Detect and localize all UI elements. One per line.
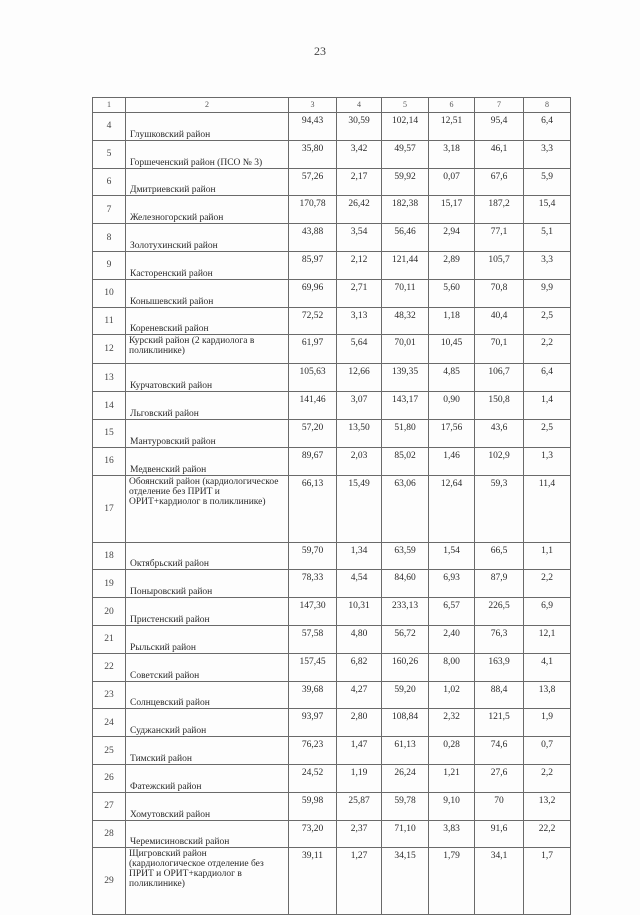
value-cell: 17,56 bbox=[429, 419, 475, 447]
value-cell: 2,5 bbox=[524, 307, 571, 335]
value-cell: 4,85 bbox=[429, 364, 475, 392]
value-cell: 34,15 bbox=[382, 848, 429, 915]
table-row bbox=[93, 307, 571, 335]
district-name: Суджанский район bbox=[130, 726, 207, 737]
value-cell: 102,9 bbox=[475, 447, 524, 475]
value-cell: 2,12 bbox=[337, 251, 382, 279]
table-row bbox=[93, 570, 571, 598]
value-cell: 1,27 bbox=[337, 848, 382, 915]
value-cell: 40,4 bbox=[475, 307, 524, 335]
district-name-cell bbox=[126, 364, 289, 392]
value-cell: 85,02 bbox=[382, 447, 429, 475]
row-number: 19 bbox=[93, 570, 126, 598]
value-cell: 121,5 bbox=[475, 709, 524, 737]
value-cell: 12,51 bbox=[429, 113, 475, 141]
district-name: Медвенский район bbox=[130, 464, 207, 475]
value-cell: 95,4 bbox=[475, 113, 524, 141]
value-cell: 70 bbox=[475, 792, 524, 820]
district-name: Обоянский район (кардиологическое отделение без ПРИТ и ОРИТ+кардиолог в поликлинике) bbox=[129, 476, 279, 507]
table-row bbox=[93, 364, 571, 392]
value-cell: 26,24 bbox=[382, 764, 429, 792]
value-cell: 1,7 bbox=[524, 848, 571, 915]
value-cell: 48,32 bbox=[382, 307, 429, 335]
district-name: Тимский район bbox=[130, 753, 192, 764]
district-name-cell bbox=[126, 392, 289, 420]
value-cell: 39,11 bbox=[289, 848, 337, 915]
value-cell: 6,4 bbox=[524, 113, 571, 141]
district-name: Мантуровский район bbox=[130, 436, 216, 447]
value-cell: 15,17 bbox=[429, 196, 475, 224]
table-row bbox=[93, 820, 571, 848]
district-name-cell bbox=[126, 168, 289, 196]
value-cell: 2,03 bbox=[337, 447, 382, 475]
district-name: Курский район (2 кардиолога в поликлинике) bbox=[129, 336, 255, 357]
value-cell: 108,84 bbox=[382, 709, 429, 737]
value-cell: 87,9 bbox=[475, 570, 524, 598]
value-cell: 57,58 bbox=[289, 625, 337, 653]
value-cell: 1,19 bbox=[337, 764, 382, 792]
value-cell: 51,80 bbox=[382, 419, 429, 447]
value-cell: 105,63 bbox=[289, 364, 337, 392]
value-cell: 187,2 bbox=[475, 196, 524, 224]
value-cell: 2,94 bbox=[429, 224, 475, 252]
page-number: 23 bbox=[314, 44, 326, 58]
district-name: Пристенский район bbox=[130, 614, 210, 625]
district-name-cell bbox=[126, 820, 289, 848]
column-number: 7 bbox=[475, 98, 524, 113]
row-number: 20 bbox=[93, 598, 126, 626]
value-cell: 1,18 bbox=[429, 307, 475, 335]
column-number-row bbox=[93, 98, 571, 113]
district-name: Фатежский район bbox=[130, 781, 202, 792]
value-cell: 2,37 bbox=[337, 820, 382, 848]
table-row bbox=[93, 542, 571, 570]
value-cell: 0,28 bbox=[429, 737, 475, 765]
table-row bbox=[93, 392, 571, 420]
row-number: 7 bbox=[93, 196, 126, 224]
value-cell: 2,71 bbox=[337, 279, 382, 307]
value-cell: 5,1 bbox=[524, 224, 571, 252]
row-number: 9 bbox=[93, 251, 126, 279]
district-name: Горшеченский район (ПСО № 3) bbox=[130, 157, 263, 168]
value-cell: 102,14 bbox=[382, 113, 429, 141]
value-cell: 70,01 bbox=[382, 335, 429, 364]
row-number: 28 bbox=[93, 820, 126, 848]
value-cell: 43,6 bbox=[475, 419, 524, 447]
value-cell: 9,9 bbox=[524, 279, 571, 307]
table-row bbox=[93, 792, 571, 820]
value-cell: 4,80 bbox=[337, 625, 382, 653]
district-name: Касторенский район bbox=[130, 268, 213, 279]
value-cell: 13,50 bbox=[337, 419, 382, 447]
column-number: 1 bbox=[93, 98, 126, 113]
value-cell: 170,78 bbox=[289, 196, 337, 224]
district-name-cell bbox=[126, 570, 289, 598]
value-cell: 57,26 bbox=[289, 168, 337, 196]
value-cell: 10,45 bbox=[429, 335, 475, 364]
table-row bbox=[93, 764, 571, 792]
district-name: Советский район bbox=[130, 670, 200, 681]
row-number: 27 bbox=[93, 792, 126, 820]
table-row bbox=[93, 251, 571, 279]
district-name-cell bbox=[126, 598, 289, 626]
value-cell: 13,8 bbox=[524, 681, 571, 709]
value-cell: 71,10 bbox=[382, 820, 429, 848]
district-name: Щигровский район (кардиологическое отделение без ПРИТ и ОРИТ+кардиолог в поликлинике) bbox=[129, 849, 264, 890]
value-cell: 1,9 bbox=[524, 709, 571, 737]
value-cell: 163,9 bbox=[475, 653, 524, 681]
value-cell: 77,1 bbox=[475, 224, 524, 252]
value-cell: 4,1 bbox=[524, 653, 571, 681]
district-name: Курчатовский район bbox=[130, 381, 213, 392]
district-name-cell bbox=[126, 307, 289, 335]
value-cell: 3,83 bbox=[429, 820, 475, 848]
value-cell: 3,42 bbox=[337, 140, 382, 168]
row-number: 14 bbox=[93, 392, 126, 420]
district-name: Железногорский район bbox=[130, 213, 224, 224]
value-cell: 6,9 bbox=[524, 598, 571, 626]
value-cell: 61,97 bbox=[289, 335, 337, 364]
district-name-cell bbox=[126, 542, 289, 570]
value-cell: 2,80 bbox=[337, 709, 382, 737]
column-number: 6 bbox=[429, 98, 475, 113]
value-cell: 78,33 bbox=[289, 570, 337, 598]
value-cell: 12,1 bbox=[524, 625, 571, 653]
table-row bbox=[93, 168, 571, 196]
district-name: Кореневский район bbox=[130, 324, 209, 335]
value-cell: 150,8 bbox=[475, 392, 524, 420]
value-cell: 61,13 bbox=[382, 737, 429, 765]
value-cell: 106,7 bbox=[475, 364, 524, 392]
value-cell: 2,32 bbox=[429, 709, 475, 737]
table-row bbox=[93, 598, 571, 626]
value-cell: 56,46 bbox=[382, 224, 429, 252]
value-cell: 160,26 bbox=[382, 653, 429, 681]
district-name-cell bbox=[126, 140, 289, 168]
value-cell: 226,5 bbox=[475, 598, 524, 626]
value-cell: 69,96 bbox=[289, 279, 337, 307]
row-number: 5 bbox=[93, 140, 126, 168]
value-cell: 91,6 bbox=[475, 820, 524, 848]
district-name-cell bbox=[126, 196, 289, 224]
value-cell: 73,20 bbox=[289, 820, 337, 848]
row-number: 8 bbox=[93, 224, 126, 252]
row-number: 18 bbox=[93, 542, 126, 570]
district-name: Дмитриевский район bbox=[130, 185, 216, 196]
district-name: Золотухинский район bbox=[130, 240, 218, 251]
table-row bbox=[93, 419, 571, 447]
value-cell: 56,72 bbox=[382, 625, 429, 653]
column-number: 4 bbox=[337, 98, 382, 113]
value-cell: 3,07 bbox=[337, 392, 382, 420]
value-cell: 8,00 bbox=[429, 653, 475, 681]
value-cell: 94,43 bbox=[289, 113, 337, 141]
column-number: 5 bbox=[382, 98, 429, 113]
value-cell: 59,3 bbox=[475, 475, 524, 542]
row-number: 4 bbox=[93, 113, 126, 141]
district-name-cell bbox=[126, 251, 289, 279]
district-name-cell bbox=[126, 447, 289, 475]
table-row bbox=[93, 737, 571, 765]
value-cell: 10,31 bbox=[337, 598, 382, 626]
table-row bbox=[93, 653, 571, 681]
district-name-cell bbox=[126, 764, 289, 792]
value-cell: 5,64 bbox=[337, 335, 382, 364]
value-cell: 1,21 bbox=[429, 764, 475, 792]
value-cell: 1,3 bbox=[524, 447, 571, 475]
value-cell: 24,52 bbox=[289, 764, 337, 792]
value-cell: 1,02 bbox=[429, 681, 475, 709]
district-name-cell bbox=[126, 625, 289, 653]
value-cell: 143,17 bbox=[382, 392, 429, 420]
row-number: 24 bbox=[93, 709, 126, 737]
value-cell: 9,10 bbox=[429, 792, 475, 820]
value-cell: 85,97 bbox=[289, 251, 337, 279]
value-cell: 66,13 bbox=[289, 475, 337, 542]
district-name: Черемисиновский район bbox=[130, 837, 230, 848]
row-number: 10 bbox=[93, 279, 126, 307]
row-number: 21 bbox=[93, 625, 126, 653]
value-cell: 1,34 bbox=[337, 542, 382, 570]
value-cell: 2,17 bbox=[337, 168, 382, 196]
value-cell: 13,2 bbox=[524, 792, 571, 820]
row-number: 13 bbox=[93, 364, 126, 392]
row-number: 12 bbox=[93, 335, 126, 364]
row-number: 29 bbox=[93, 848, 126, 915]
table-row bbox=[93, 140, 571, 168]
value-cell: 12,66 bbox=[337, 364, 382, 392]
value-cell: 121,44 bbox=[382, 251, 429, 279]
table-row bbox=[93, 335, 571, 364]
value-cell: 6,93 bbox=[429, 570, 475, 598]
row-number: 22 bbox=[93, 653, 126, 681]
value-cell: 5,60 bbox=[429, 279, 475, 307]
value-cell: 35,80 bbox=[289, 140, 337, 168]
value-cell: 182,38 bbox=[382, 196, 429, 224]
value-cell: 34,1 bbox=[475, 848, 524, 915]
value-cell: 25,87 bbox=[337, 792, 382, 820]
value-cell: 4,54 bbox=[337, 570, 382, 598]
value-cell: 59,70 bbox=[289, 542, 337, 570]
table-row bbox=[93, 709, 571, 737]
value-cell: 57,20 bbox=[289, 419, 337, 447]
table-row bbox=[93, 196, 571, 224]
table-row bbox=[93, 447, 571, 475]
value-cell: 93,97 bbox=[289, 709, 337, 737]
value-cell: 139,35 bbox=[382, 364, 429, 392]
value-cell: 157,45 bbox=[289, 653, 337, 681]
district-name: Конышевский район bbox=[130, 296, 214, 307]
district-name: Солнцевский район bbox=[130, 698, 210, 709]
district-indicators-table bbox=[92, 97, 571, 915]
table-row bbox=[93, 113, 571, 141]
table-row bbox=[93, 681, 571, 709]
value-cell: 2,2 bbox=[524, 570, 571, 598]
row-number: 16 bbox=[93, 447, 126, 475]
value-cell: 70,1 bbox=[475, 335, 524, 364]
district-name: Хомутовский район bbox=[130, 809, 211, 820]
value-cell: 105,7 bbox=[475, 251, 524, 279]
value-cell: 2,40 bbox=[429, 625, 475, 653]
value-cell: 141,46 bbox=[289, 392, 337, 420]
value-cell: 15,49 bbox=[337, 475, 382, 542]
table-row bbox=[93, 224, 571, 252]
value-cell: 0,90 bbox=[429, 392, 475, 420]
value-cell: 15,4 bbox=[524, 196, 571, 224]
district-name-cell bbox=[126, 224, 289, 252]
district-name-cell bbox=[126, 475, 289, 542]
value-cell: 30,59 bbox=[337, 113, 382, 141]
value-cell: 12,64 bbox=[429, 475, 475, 542]
value-cell: 3,3 bbox=[524, 140, 571, 168]
value-cell: 67,6 bbox=[475, 168, 524, 196]
column-number: 8 bbox=[524, 98, 571, 113]
value-cell: 1,47 bbox=[337, 737, 382, 765]
table-row bbox=[93, 625, 571, 653]
district-name-cell bbox=[126, 681, 289, 709]
value-cell: 11,4 bbox=[524, 475, 571, 542]
value-cell: 88,4 bbox=[475, 681, 524, 709]
value-cell: 1,46 bbox=[429, 447, 475, 475]
value-cell: 59,98 bbox=[289, 792, 337, 820]
row-number: 6 bbox=[93, 168, 126, 196]
value-cell: 59,78 bbox=[382, 792, 429, 820]
value-cell: 76,23 bbox=[289, 737, 337, 765]
value-cell: 70,8 bbox=[475, 279, 524, 307]
value-cell: 26,42 bbox=[337, 196, 382, 224]
value-cell: 1,4 bbox=[524, 392, 571, 420]
value-cell: 39,68 bbox=[289, 681, 337, 709]
column-number: 2 bbox=[126, 98, 289, 113]
district-name-cell bbox=[126, 279, 289, 307]
row-number: 25 bbox=[93, 737, 126, 765]
value-cell: 22,2 bbox=[524, 820, 571, 848]
value-cell: 3,54 bbox=[337, 224, 382, 252]
value-cell: 3,3 bbox=[524, 251, 571, 279]
value-cell: 6,57 bbox=[429, 598, 475, 626]
value-cell: 27,6 bbox=[475, 764, 524, 792]
value-cell: 76,3 bbox=[475, 625, 524, 653]
table-row bbox=[93, 279, 571, 307]
value-cell: 43,88 bbox=[289, 224, 337, 252]
value-cell: 49,57 bbox=[382, 140, 429, 168]
value-cell: 74,6 bbox=[475, 737, 524, 765]
value-cell: 6,82 bbox=[337, 653, 382, 681]
value-cell: 233,13 bbox=[382, 598, 429, 626]
value-cell: 63,59 bbox=[382, 542, 429, 570]
value-cell: 3,18 bbox=[429, 140, 475, 168]
district-name: Октябрьский район bbox=[130, 559, 209, 570]
district-name-cell bbox=[126, 653, 289, 681]
column-number: 3 bbox=[289, 98, 337, 113]
value-cell: 1,1 bbox=[524, 542, 571, 570]
value-cell: 66,5 bbox=[475, 542, 524, 570]
value-cell: 2,2 bbox=[524, 335, 571, 364]
value-cell: 84,60 bbox=[382, 570, 429, 598]
value-cell: 46,1 bbox=[475, 140, 524, 168]
value-cell: 63,06 bbox=[382, 475, 429, 542]
value-cell: 1,79 bbox=[429, 848, 475, 915]
table-row bbox=[93, 475, 571, 542]
value-cell: 5,9 bbox=[524, 168, 571, 196]
district-name-cell bbox=[126, 113, 289, 141]
value-cell: 2,5 bbox=[524, 419, 571, 447]
district-name: Льговский район bbox=[130, 408, 199, 419]
value-cell: 6,4 bbox=[524, 364, 571, 392]
district-name-cell bbox=[126, 335, 289, 364]
row-number: 15 bbox=[93, 419, 126, 447]
value-cell: 4,27 bbox=[337, 681, 382, 709]
district-name: Рыльский район bbox=[130, 642, 196, 653]
row-number: 23 bbox=[93, 681, 126, 709]
value-cell: 3,13 bbox=[337, 307, 382, 335]
value-cell: 1,54 bbox=[429, 542, 475, 570]
value-cell: 147,30 bbox=[289, 598, 337, 626]
district-name-cell bbox=[126, 737, 289, 765]
district-name: Глушковский район bbox=[130, 129, 211, 140]
value-cell: 70,11 bbox=[382, 279, 429, 307]
district-name-cell bbox=[126, 419, 289, 447]
value-cell: 2,89 bbox=[429, 251, 475, 279]
value-cell: 72,52 bbox=[289, 307, 337, 335]
row-number: 11 bbox=[93, 307, 126, 335]
value-cell: 89,67 bbox=[289, 447, 337, 475]
value-cell: 0,07 bbox=[429, 168, 475, 196]
value-cell: 59,20 bbox=[382, 681, 429, 709]
value-cell: 2,2 bbox=[524, 764, 571, 792]
row-number: 17 bbox=[93, 475, 126, 542]
district-name-cell bbox=[126, 709, 289, 737]
district-name: Поныровский район bbox=[130, 587, 213, 598]
row-number: 26 bbox=[93, 764, 126, 792]
value-cell: 0,7 bbox=[524, 737, 571, 765]
value-cell: 59,92 bbox=[382, 168, 429, 196]
district-name-cell bbox=[126, 792, 289, 820]
